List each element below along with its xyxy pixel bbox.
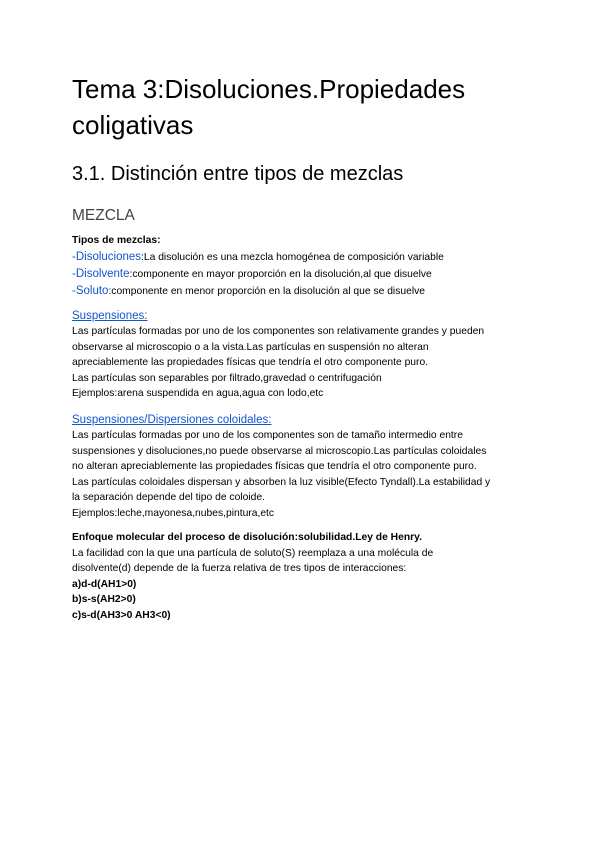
coloidales-line: Las partículas coloidales dispersan y absorben la luz visible(Efecto Tyndall).La estabilidad y	[72, 476, 491, 488]
coloidales-line: Las partículas formadas por uno de los componentes son de tamaño intermedio entre	[72, 430, 463, 441]
suspensiones-line: Las partículas son separables por filtrado,gravedad o centrifugación	[72, 372, 382, 384]
term-disoluciones: -Disoluciones	[72, 250, 142, 263]
def-soluto: :componente en menor proporción en la disolución al que se disuelve	[108, 285, 425, 297]
suspensiones-block	[72, 308, 542, 402]
term-soluto: -Soluto	[72, 284, 109, 297]
subsection-heading: MEZCLA	[72, 207, 135, 224]
enfoque-line: disolvente(d) depende de la fuerza relativa de tres tipos de interacciones:	[72, 563, 407, 574]
section-heading: 3.1. Distinción entre tipos de mezclas	[72, 163, 404, 185]
coloidales-line: suspensiones y disoluciones,no puede observarse al microscopio.Las partículas coloidales	[72, 445, 487, 457]
interaccion-item: a)d-d(AH1>0)	[72, 578, 137, 590]
enfoque-block	[72, 530, 542, 623]
tipos-item-disolvente	[72, 266, 542, 283]
coloidales-link[interactable]: Suspensiones/Dispersiones coloidales:	[72, 414, 272, 426]
document-title: Tema 3:Disoluciones.Propiedades coligativas	[72, 74, 466, 140]
tipos-item-soluto	[72, 283, 542, 300]
tipos-heading: Tipos de mezclas:	[72, 235, 161, 246]
def-disolvente: :componente en mayor proporción en la disolución,al que disuelve	[129, 268, 432, 280]
coloidales-line: no alteran apreciablemente las propiedades físicas que tendría el otro componente puro.	[72, 461, 477, 472]
suspensiones-line: apreciablemente las propiedades físicas que tendría el otro componente puro.	[72, 357, 429, 368]
term-disolvente: -Disolvente	[72, 267, 130, 280]
interaccion-item: c)s-d(AH3>0 AH3<0)	[72, 609, 171, 621]
coloidales-block	[72, 412, 542, 521]
suspensiones-link[interactable]: Suspensiones:	[72, 310, 148, 322]
suspensiones-line: Las partículas formadas por uno de los componentes son relativamente grandes y pueden	[72, 326, 485, 337]
suspensiones-line: observarse al microscopio o a la vista.Las partículas en suspensión no alteran	[72, 341, 429, 353]
suspensiones-line: Ejemplos:arena suspendida en agua,agua con lodo,etc	[72, 388, 324, 399]
enfoque-heading: Enfoque molecular del proceso de disolución:solubilidad.Ley de Henry.	[72, 532, 422, 543]
def-disoluciones: :La disolución es una mezcla homogénea de composición variable	[141, 251, 444, 263]
enfoque-line: La facilidad con la que una partícula de soluto(S) reemplaza a una molécula de	[72, 547, 434, 559]
tipos-block	[72, 233, 542, 300]
interaccion-item: b)s-s(AH2>0)	[72, 594, 136, 605]
coloidales-line: Ejemplos:leche,mayonesa,nubes,pintura,etc	[72, 507, 275, 519]
tipos-item-disoluciones	[72, 249, 542, 266]
coloidales-line: la separación depende del tipo de coloide.	[72, 492, 265, 503]
